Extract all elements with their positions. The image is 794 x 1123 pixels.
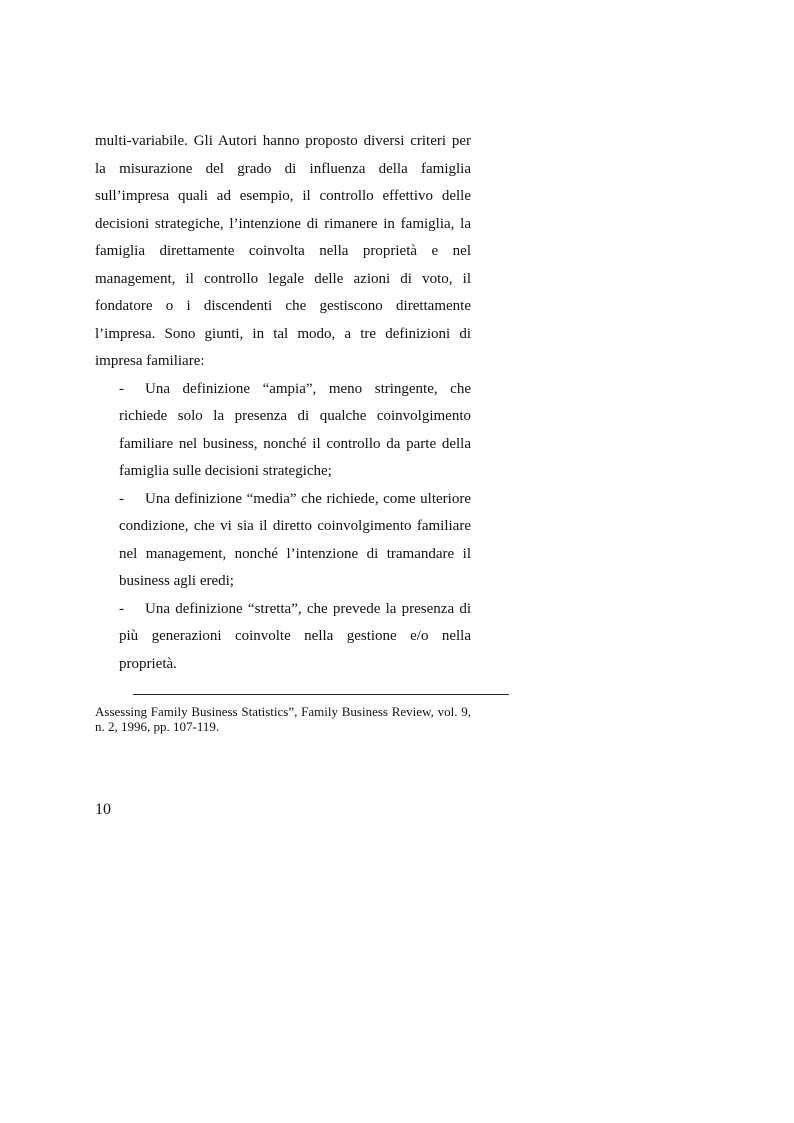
page-number: 10: [95, 801, 111, 818]
definition-list: [95, 376, 471, 679]
footnote-separator: [133, 694, 509, 695]
main-text: [95, 128, 471, 678]
list-item-text: Una definizione “media” che richiede, come ulteriore condizione, che vi sia il diretto coinvolgimento familiare nel management, nonché l’intenzione di tramandare il business agli eredi;: [119, 490, 471, 589]
list-dash: -: [119, 600, 124, 617]
intro-paragraph: multi-variabile. Gli Autori hanno proposto diversi criteri per la misurazione del grado di influenza della famiglia sull’impresa quali ad esempio, il controllo effettivo delle decisioni strategiche, l’intenzione di rimanere in famiglia, la famiglia direttamente coinvolta nella proprietà e nel management, il controllo legale delle azioni di voto, il fondatore o i discendenti che gestiscono direttamente l’impresa. Sono giunti, in tal modo, a tre definizioni di impresa familiare:: [95, 133, 471, 369]
list-item-text: Una definizione “ampia”, meno stringente, che richiede solo la presenza di qualche coinvolgimento familiare nel business, nonché il controllo da parte della famiglia sulle decisioni strategiche;: [119, 380, 471, 479]
list-item: [119, 596, 471, 679]
list-dash: -: [119, 380, 124, 397]
list-item-text: Una definizione “stretta”, che prevede la presenza di più generazioni coinvolte nella gestione e/o nella proprietà.: [119, 600, 471, 672]
footnote-text: Assessing Family Business Statistics”, Family Business Review, vol. 9, n. 2, 1996, pp. 107-119.: [95, 704, 471, 734]
list-item: [119, 376, 471, 486]
list-item: [119, 486, 471, 596]
list-dash: -: [119, 490, 124, 507]
